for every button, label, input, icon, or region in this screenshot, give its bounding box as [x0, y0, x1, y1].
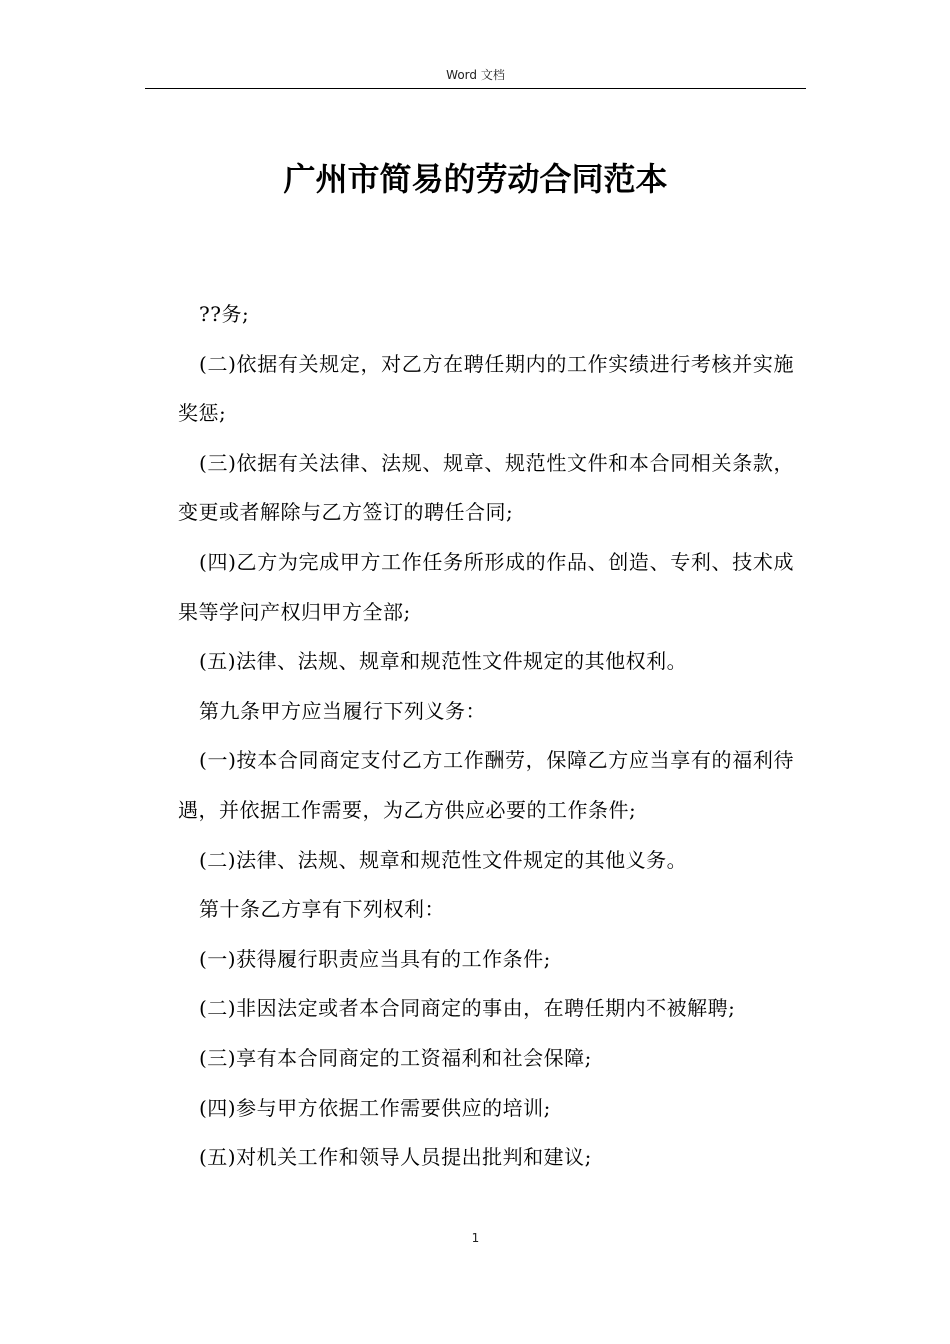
paragraph: (三)依据有关法律、法规、规章、规范性文件和本合同相关条款，变更或者解除与乙方签订的聘任合同; [178, 450, 794, 525]
paragraph: ??务; [199, 302, 250, 326]
paragraph: 第十条乙方享有下列权利： [199, 897, 445, 922]
paragraph: (三)享有本合同商定的工资福利和社会保障; [199, 1045, 592, 1070]
paragraph: (二)法律、法规、规章和规范性文件规定的其他义务。 [199, 847, 688, 872]
paragraph: (五)对机关工作和领导人员提出批判和建议; [199, 1145, 592, 1170]
paragraph: (一)按本合同商定支付乙方工作酬劳，保障乙方应当享有的福利待遇，并依据工作需要，为乙方供应必要的工作条件; [178, 748, 794, 822]
paragraph: (二)依据有关规定，对乙方在聘任期内的工作实绩进行考核并实施奖惩; [178, 351, 794, 426]
page-header: Word 文档 [446, 68, 505, 82]
paragraph: (二)非因法定或者本合同商定的事由，在聘任期内不被解聘; [199, 996, 736, 1021]
paragraph: (四)乙方为完成甲方工作任务所形成的作品、创造、专利、技术成果等学问产权归甲方全部; [178, 549, 794, 624]
header-rule [145, 88, 806, 89]
document-title: 广州市简易的劳动合同范本 [283, 160, 668, 198]
page-number: 1 [471, 1231, 480, 1245]
paragraph: (一)获得履行职责应当具有的工作条件; [199, 946, 551, 971]
paragraph: (四)参与甲方依据工作需要供应的培训; [199, 1095, 551, 1120]
document-body [178, 290, 794, 1183]
paragraph: (五)法律、法规、规章和规范性文件规定的其他权利。 [199, 649, 688, 674]
paragraph: 第九条甲方应当履行下列义务： [199, 698, 486, 723]
